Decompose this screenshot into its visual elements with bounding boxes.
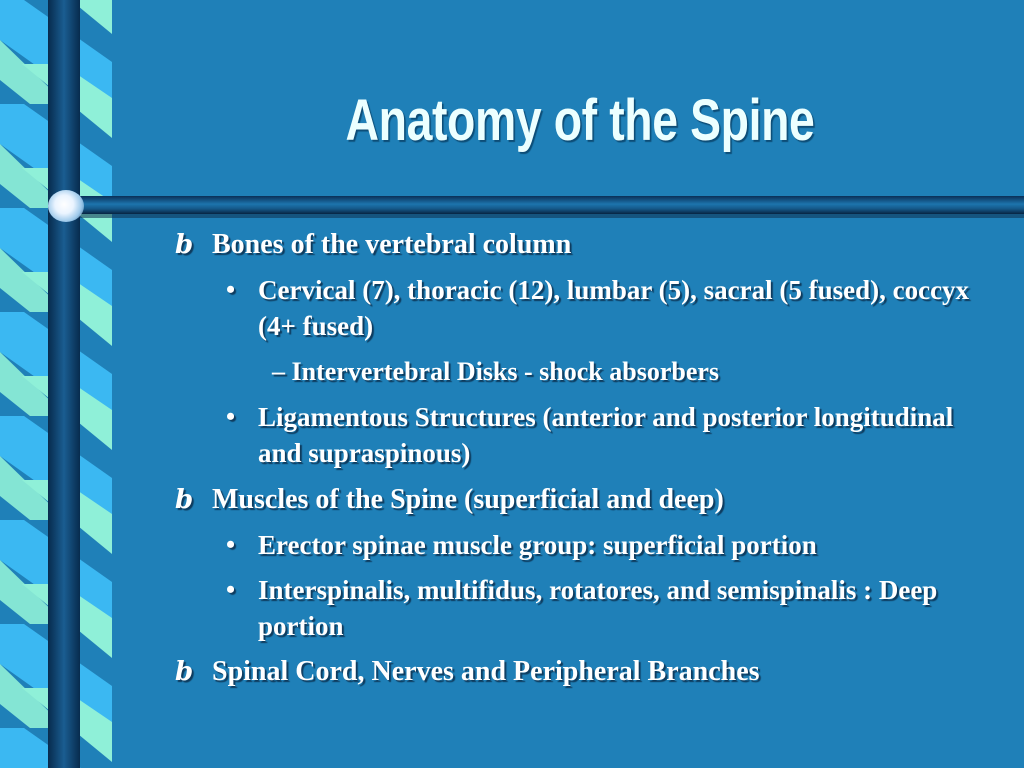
bullet-marker-4: b [175, 485, 194, 515]
bullet-muscles: Muscles of the Spine (superficial and deep) [212, 484, 724, 515]
bullet-marker-2: • [226, 275, 236, 304]
bullet-marker-7: b [175, 657, 194, 687]
sub-sub-bullet-disks: – Intervertebral Disks - shock absorbers [272, 357, 720, 386]
bullet-marker-5: • [226, 530, 236, 559]
bullet-marker-6: • [226, 575, 236, 604]
bullet-spinal-cord: Spinal Cord, Nerves and Peripheral Branches [212, 656, 760, 687]
sub-bullet-deep-muscles: Interspinalis, multifidus, rotatores, and semispinalis : Deep portion [258, 575, 938, 641]
sub-bullet-vertebrae: Cervical (7), thoracic (12), lumbar (5), sacral (5 fused), coccyx (4+ fused) [258, 275, 970, 341]
bullet-bones: Bones of the vertebral column [212, 229, 572, 260]
slide-title: Anatomy of the Spine [345, 88, 815, 153]
sub-bullet-ligaments: Ligamentous Structures (anterior and posterior longitudinal and supraspinous) [258, 402, 954, 468]
bullet-marker-3: • [226, 402, 236, 431]
sub-bullet-erector: Erector spinae muscle group: superficial portion [258, 530, 817, 560]
bullet-marker-1: b [175, 230, 194, 260]
